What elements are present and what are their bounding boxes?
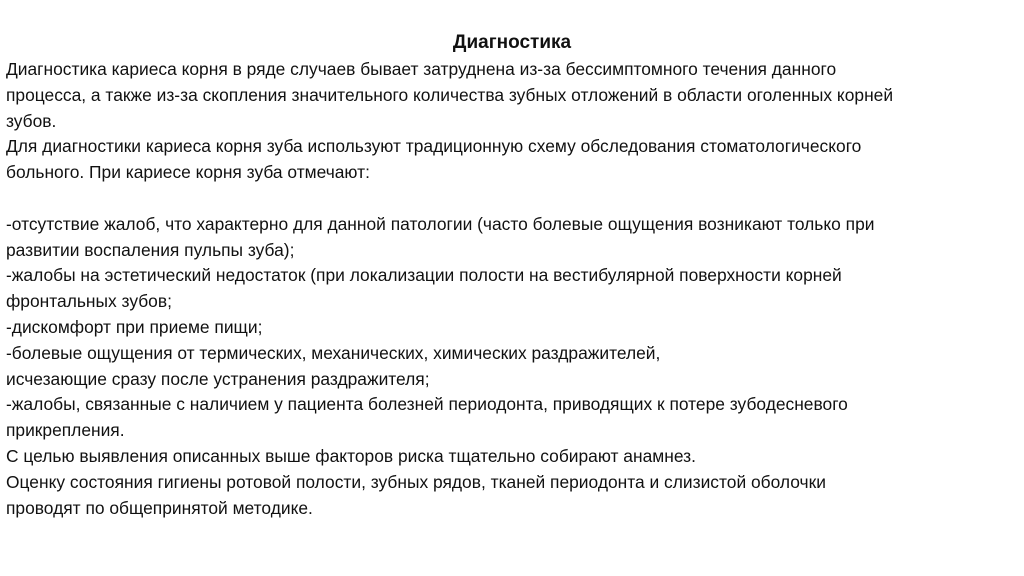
list-item-line: -жалобы на эстетический недостаток (при локализации полости на вестибулярной поверхности корней [6, 265, 842, 286]
text-line: зубов. [6, 110, 57, 131]
blank-line [6, 186, 1016, 212]
list-item-line: исчезающие сразу после устранения раздражителя; [6, 368, 430, 389]
list-item-line: -жалобы, связанные с наличием у пациента болезней периодонта, приводящих к потере зубодесневого [6, 394, 848, 415]
slide-title: Диагностика [452, 32, 572, 53]
text-line: Диагностика кариеса корня в ряде случаев бывает затруднена из-за бессимптомного течения данного [6, 59, 837, 79]
list-item-line: прикрепления. [6, 420, 125, 441]
text-line: больного. При кариесе корня зуба отмечают: [6, 162, 370, 183]
text-line: С целью выявления описанных выше факторов риска тщательно собирают анамнез. [6, 445, 696, 466]
list-item-line: развитии воспаления пульпы зуба); [6, 239, 295, 260]
text-line: процесса, а также из-за скопления значительного количества зубных отложений в области оголенных корней [6, 84, 894, 105]
text-line: Оценку состояния гигиены ротовой полости, зубных рядов, тканей периодонта и слизистой оболочки [6, 471, 826, 492]
list-item-line: -болевые ощущения от термических, механических, химических раздражителей, [6, 342, 661, 363]
text-line: Для диагностики кариеса корня зуба используют традиционную схему обследования стоматологического [6, 136, 862, 157]
list-item-line: -дискомфорт при приеме пищи; [6, 316, 263, 337]
slide-body [6, 57, 1016, 521]
list-item-line: фронтальных зубов; [6, 291, 172, 312]
text-line: проводят по общепринятой методике. [6, 497, 313, 518]
list-item-line: -отсутствие жалоб, что характерно для данной патологии (часто болевые ощущения возникают только при [6, 213, 875, 234]
